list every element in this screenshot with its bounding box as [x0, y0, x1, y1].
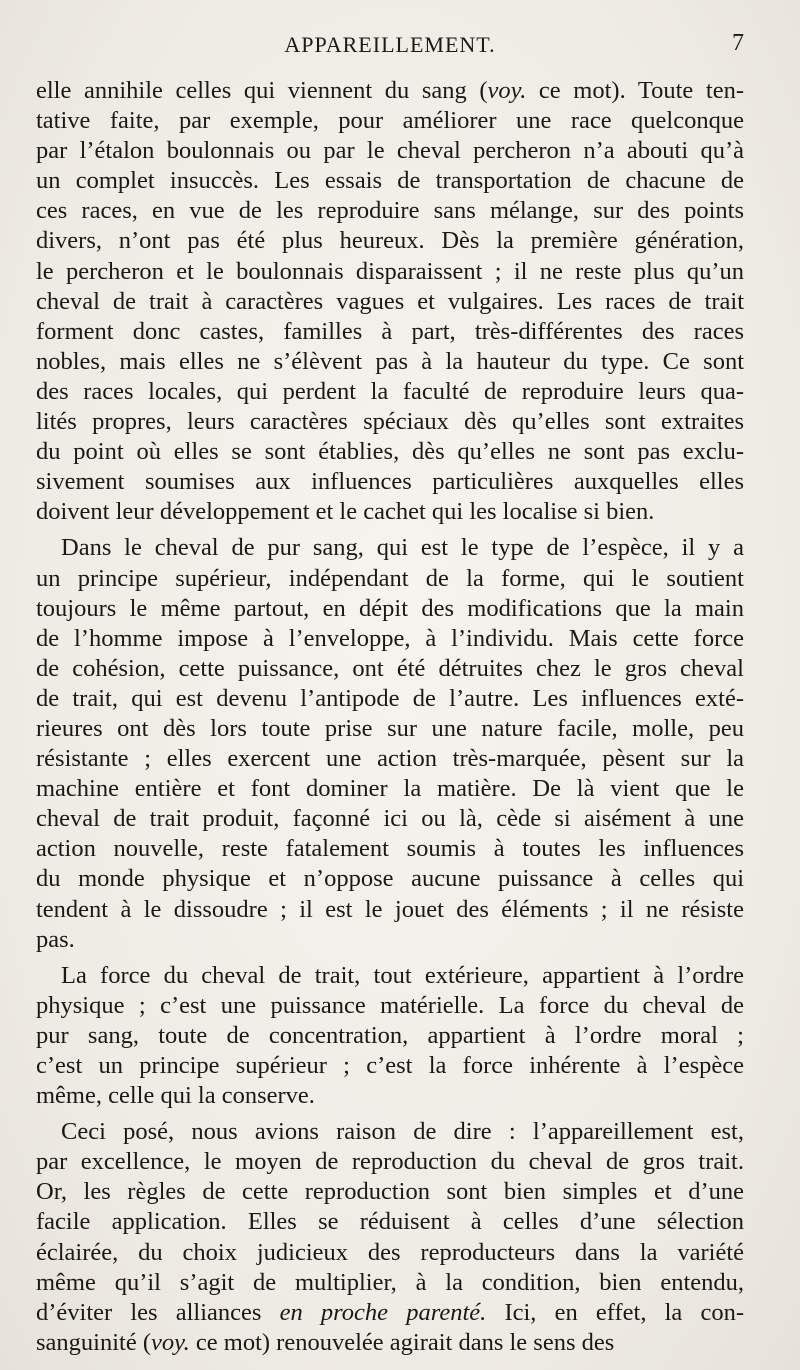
text-run: elle annihile celles qui viennent du sang (	[36, 77, 488, 104]
text-line	[36, 226, 744, 256]
text-line	[36, 317, 744, 347]
text-run: sivement soumises aux influences particulières auxquelles elles	[36, 468, 744, 496]
text-run: des races locales, qui perdent la faculté de reproduire leurs qua-	[36, 377, 744, 405]
text-line	[36, 1177, 744, 1207]
page-number: 7	[732, 30, 744, 56]
text-line	[36, 1238, 744, 1268]
text-line	[36, 774, 744, 804]
text-line	[36, 744, 744, 774]
text-line	[36, 895, 744, 925]
text-run: Ceci posé, nous avions raison de dire : l’appareillement est,	[61, 1118, 744, 1146]
italic-run: en proche parenté.	[279, 1298, 487, 1326]
text-run: Ici, en effet, la con-	[486, 1298, 744, 1326]
text-run: le percheron et le boulonnais disparaissent ; il ne reste plus qu’un	[36, 257, 744, 285]
text-run: Dans le cheval de pur sang, qui est le type de l’espèce, il y a	[61, 534, 744, 562]
text-line	[36, 347, 744, 377]
text-line	[36, 1117, 744, 1147]
text-line	[36, 594, 744, 624]
text-line	[36, 684, 744, 714]
text-line	[36, 925, 744, 955]
text-line	[36, 834, 744, 864]
text-line	[36, 437, 744, 467]
text-line	[36, 624, 744, 654]
text-run: La force du cheval de trait, tout extérieure, appartient à l’ordre	[61, 961, 744, 989]
text-line	[36, 1081, 744, 1111]
running-title: APPAREILLEMENT.	[284, 32, 496, 57]
text-run: action nouvelle, reste fatalement soumis à toutes les influences	[36, 835, 744, 863]
text-line	[36, 166, 744, 196]
text-line	[36, 1268, 744, 1298]
text-line	[36, 76, 744, 106]
text-run: facile application. Elles se réduisent à celles d’une sélection	[36, 1208, 744, 1236]
text-line	[36, 497, 744, 527]
text-run: nobles, mais elles ne s’élèvent pas à la hauteur du type. Ce sont	[36, 347, 744, 375]
paragraph	[36, 76, 744, 527]
text-line	[36, 654, 744, 684]
text-run: de l’homme impose à l’enveloppe, à l’individu. Mais cette force	[36, 624, 744, 652]
text-run: physique ; c’est une puissance matérielle. La force du cheval de	[36, 991, 744, 1019]
text-line	[36, 1021, 744, 1051]
text-line	[36, 564, 744, 594]
text-run: c’est un principe supérieur ; c’est la force inhérente à l’espèce	[36, 1052, 744, 1079]
text-run: par l’étalon boulonnais ou par le cheval percheron n’a abouti qu’à	[36, 137, 744, 165]
paragraph	[36, 533, 744, 954]
text-run: par excellence, le moyen de reproduction du cheval de gros trait.	[36, 1148, 744, 1176]
text-line	[36, 1147, 744, 1177]
text-line	[36, 1328, 744, 1358]
text-line	[36, 467, 744, 497]
text-run: ce mot). Toute ten-	[526, 77, 744, 104]
text-line	[36, 407, 744, 437]
text-run: forment donc castes, familles à part, très-différentes des races	[36, 317, 744, 345]
text-run: toujours le même partout, en dépit des modifications que la main	[36, 594, 744, 622]
text-line	[36, 714, 744, 744]
text-run: machine entière et font dominer la matière. De là vient que le	[36, 775, 744, 803]
text-run: un complet insuccès. Les essais de transportation de chacune de	[36, 167, 744, 195]
text-run: pur sang, toute de concentration, appartient à l’ordre moral ;	[36, 1021, 744, 1049]
text-run: doivent leur développement et le cachet qui les localise si bien.	[36, 498, 655, 526]
text-run: cheval de trait produit, façonné ici ou là, cède si aisément à une	[36, 805, 744, 833]
text-run: un principe supérieur, indépendant de la forme, qui le soutient	[36, 564, 744, 592]
text-run: de trait, qui est devenu l’antipode de l’autre. Les influences exté-	[36, 684, 744, 712]
italic-run: voy.	[151, 1328, 190, 1356]
text-line	[36, 106, 744, 136]
text-run: du point où elles se sont établies, dès qu’elles ne sont pas exclu-	[36, 438, 744, 466]
text-line	[36, 1207, 744, 1237]
text-run: de cohésion, cette puissance, ont été détruites chez le gros cheval	[36, 654, 744, 682]
text-line	[36, 196, 744, 226]
text-line	[36, 287, 744, 317]
text-line	[36, 377, 744, 407]
text-run: du monde physique et n’oppose aucune puissance à celles qui	[36, 865, 744, 893]
body-text	[36, 76, 744, 1358]
italic-run: voy.	[487, 77, 527, 104]
text-run: tendent à le dissoudre ; il est le jouet des éléments ; il ne résiste	[36, 895, 744, 923]
text-run: ce mot) renouvelée agirait dans le sens des	[189, 1328, 615, 1356]
text-line	[36, 257, 744, 287]
text-run: tative faite, par exemple, pour améliorer une race quelconque	[36, 107, 744, 135]
text-line	[36, 864, 744, 894]
text-run: cheval de trait à caractères vagues et vulgaires. Les races de trait	[36, 287, 744, 315]
text-line	[36, 533, 744, 563]
text-run: résistante ; elles exercent une action très-marquée, pèsent sur la	[36, 745, 744, 773]
text-run: Or, les règles de cette reproduction sont bien simples et d’une	[36, 1178, 744, 1206]
text-line	[36, 1298, 744, 1328]
text-run: lités propres, leurs caractères spéciaux dès qu’elles sont extraites	[36, 408, 744, 436]
paragraph	[36, 961, 744, 1111]
text-run: divers, n’ont pas été plus heureux. Dès la première génération,	[36, 227, 744, 255]
text-line	[36, 961, 744, 991]
running-head	[36, 30, 744, 66]
text-line	[36, 804, 744, 834]
text-line	[36, 991, 744, 1021]
text-run: sanguinité (	[36, 1328, 151, 1356]
text-run: même, celle qui la conserve.	[36, 1082, 315, 1110]
text-run: rieures ont dès lors toute prise sur une nature facile, molle, peu	[36, 714, 744, 742]
text-run: ces races, en vue de les reproduire sans mélange, sur des points	[36, 197, 744, 225]
text-run: éclairée, du choix judicieux des reproducteurs dans la variété	[36, 1238, 744, 1266]
text-run: d’éviter les alliances	[36, 1298, 280, 1326]
text-line	[36, 1051, 744, 1081]
text-run: même qu’il s’agit de multiplier, à la condition, bien entendu,	[36, 1268, 744, 1296]
paragraph	[36, 1117, 744, 1358]
text-run: pas.	[36, 925, 75, 953]
text-line	[36, 136, 744, 166]
